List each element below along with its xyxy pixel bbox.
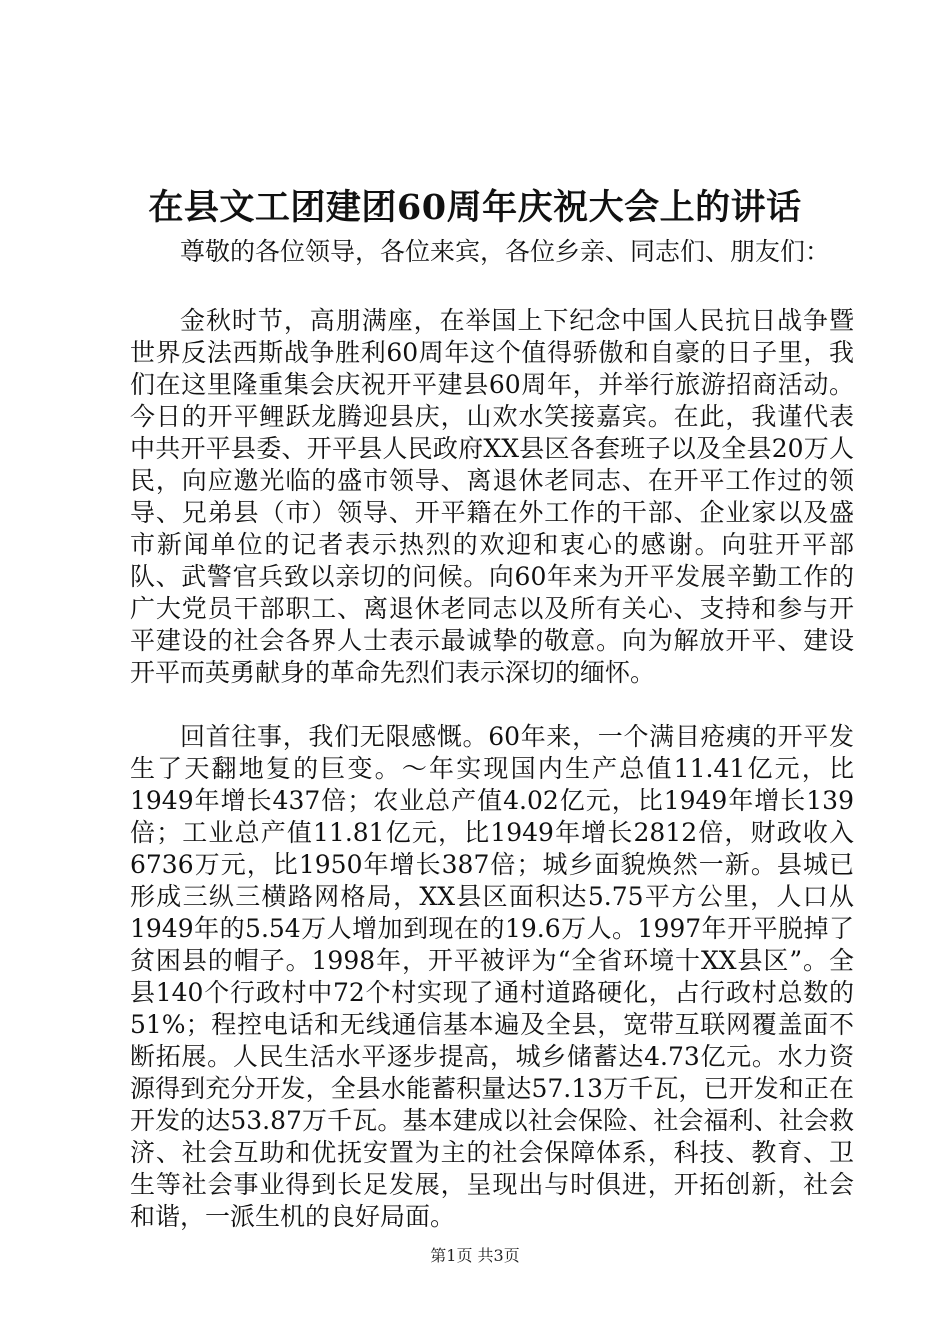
- salutation: 尊敬的各位领导，各位来宾，各位乡亲、同志们、朋友们：: [180, 237, 831, 266]
- paragraph-1: 金秋时节，高朋满座，在举国上下纪念中国人民抗日战争暨世界反法西斯战争胜利60周年这个值得骄傲和自豪的日子里，我们在这里隆重集会庆祝开平建县60周年，并举行旅游招商活动。今日的开平鲤跃龙腾迎县庆，山欢水笑接嘉宾。在此，我谨代表中共开平县委、开平县人民政府XX县区各套班子以及全县20万人民，向应邀光临的盛市领导、离退休老同志、在开平工作过的领导、兄弟县（市）领导、开平籍在外工作的干部、企业家以及盛市新闻单位的记者表示热烈的欢迎和衷心的感谢。向驻开平部队、武警官兵致以亲切的问候。向60年来为开平发展辛勤工作的广大党员干部职工、离退休老同志以及所有关心、支持和参与开平建设的社会各界人士表示最诚挚的敬意。向为解放开平、建设开平而英勇献身的革命先烈们表示深切的缅怀。: [130, 306, 854, 687]
- page-footer: 第1页 共3页: [430, 1246, 520, 1265]
- paragraph-2: 回首往事，我们无限感慨。60年来，一个满目疮痍的开平发生了天翻地复的巨变。～年实现国内生产总值11.41亿元，比1949年增长437倍；农业总产值4.02亿元，比1949年增长139倍；工业总产值11.81亿元，比1949年增长2812倍，财政收入6736万元，比1950年增长387倍；城乡面貌焕然一新。县城已形成三纵三横路网格局，XX县区面积达5.75平方公里，人口从1949年的5.54万人增加到现在的19.6万人。1997年开平脱掉了贫困县的帽子。1998年，开平被评为“全省环境十XX县区”。全县140个行政村中72个村实现了通村道路硬化，占行政村总数的51%；程控电话和无线通信基本遍及全县，宽带互联网覆盖面不断拓展。人民生活水平逐步提高，城乡储蓄达4.73亿元。水力资源得到充分开发，全县水能蓄积量达57.13万千瓦，已开发和正在开发的达53.87万千瓦。基本建成以社会保险、社会福利、社会救济、社会互助和优抚安置为主的社会保障体系，科技、教育、卫生等社会事业得到长足发展，呈现出与时俱进，开拓创新，社会和谐，一派生机的良好局面。: [130, 722, 854, 1231]
- document-title: 在县文工团建团60周年庆祝大会上的讲话: [148, 187, 802, 228]
- document-body: [130, 236, 854, 1265]
